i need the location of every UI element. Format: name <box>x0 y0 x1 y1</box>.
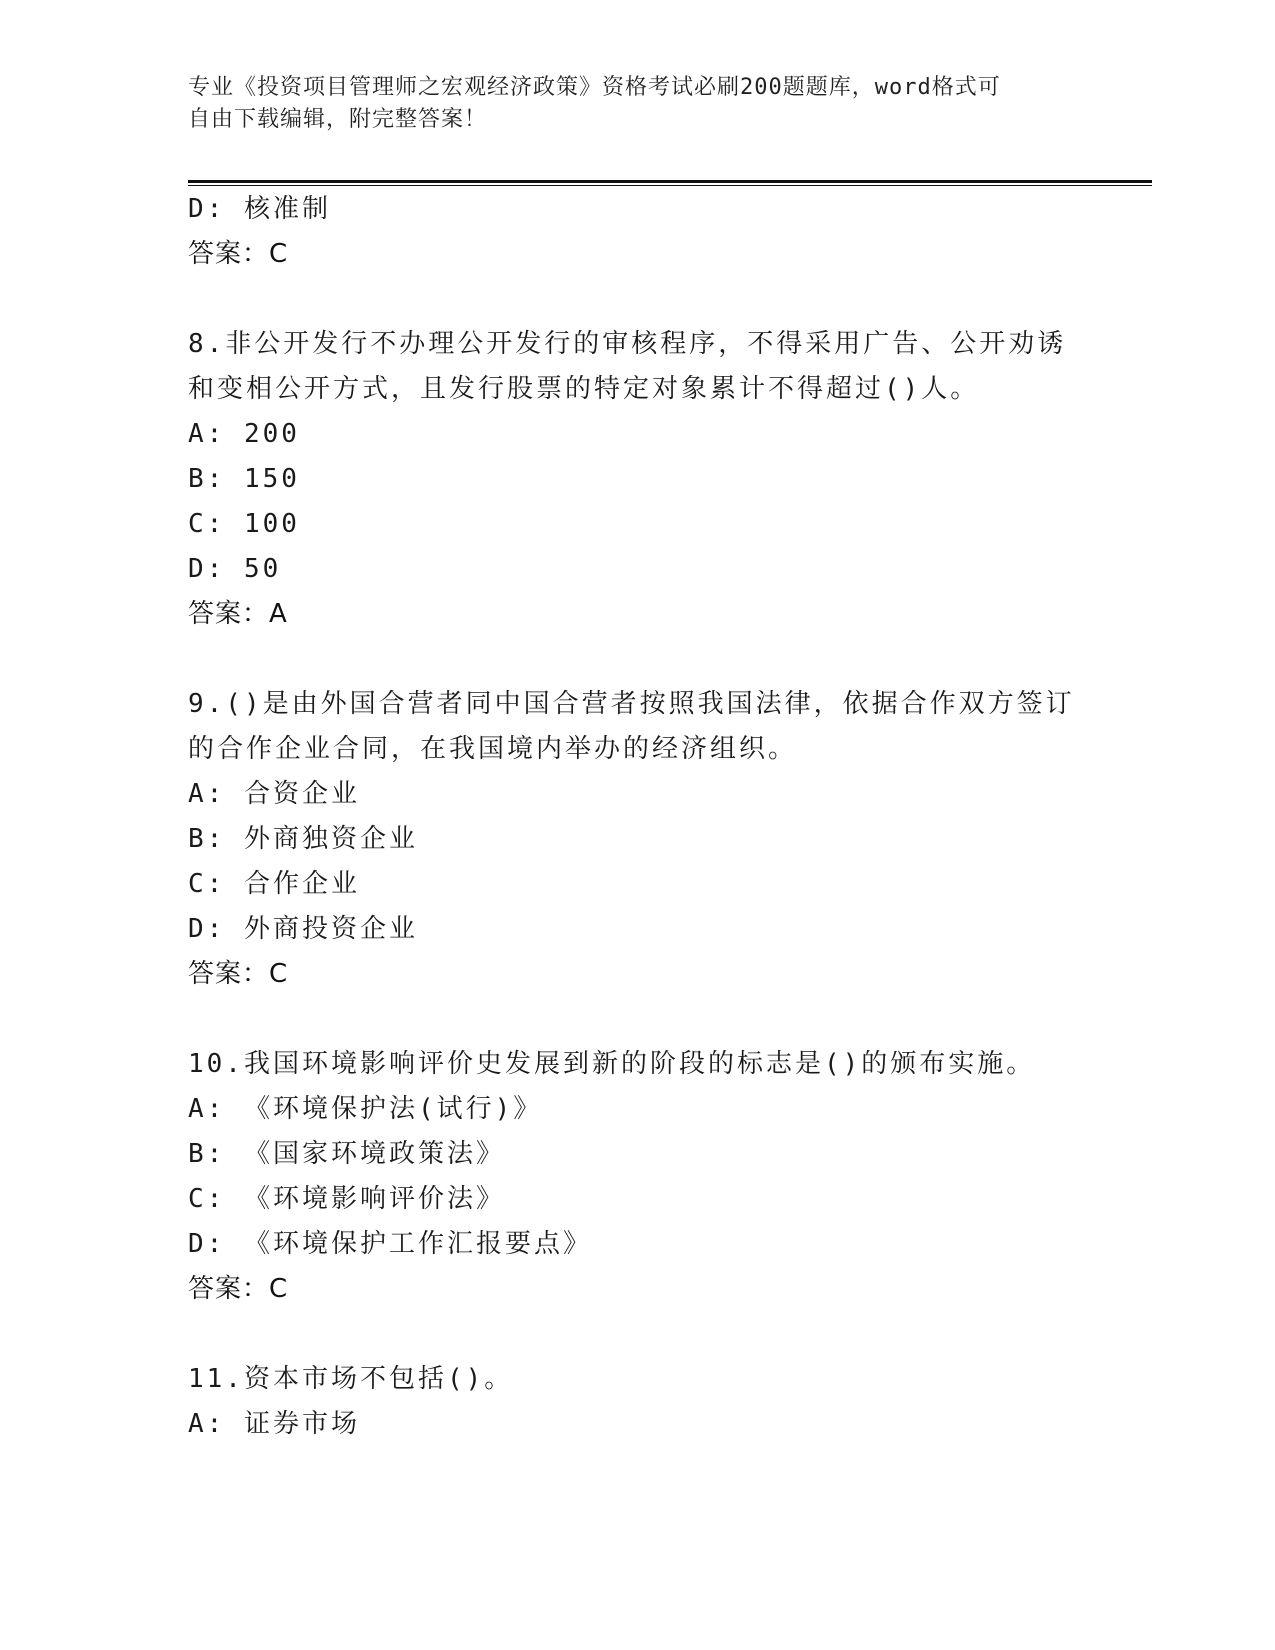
q8-stem-line-2: 和变相公开方式，且发行股票的特定对象累计不得超过()人。 <box>188 374 980 404</box>
q10-option-d: D: 《环境保护工作汇报要点》 <box>188 1229 592 1259</box>
q8-option-a: A: 200 <box>188 419 300 449</box>
q8-option-b: B: 150 <box>188 464 300 494</box>
header-divider-thin <box>188 185 1152 186</box>
q9-stem-line-2: 的合作企业合同，在我国境内举办的经济组织。 <box>188 734 798 764</box>
q9-option-b: B: 外商独资企业 <box>188 824 418 854</box>
document-header <box>188 72 1068 136</box>
q8-answer: 答案：A <box>188 599 288 629</box>
q10-option-b: B: 《国家环境政策法》 <box>188 1139 505 1169</box>
q11-option-a: A: 证券市场 <box>188 1409 360 1439</box>
q9-option-d: D: 外商投资企业 <box>188 914 418 944</box>
q11-stem-line-1: 11.资本市场不包括()。 <box>188 1364 514 1394</box>
q8-stem-line-1: 8.非公开发行不办理公开发行的审核程序，不得采用广告、公开劝诱 <box>188 329 1067 359</box>
q10-stem-line-1: 10.我国环境影响评价史发展到新的阶段的标志是()的颁布实施。 <box>188 1049 1036 1079</box>
header-line-2: 自由下载编辑，附完整答案！ <box>188 107 488 132</box>
header-divider-thick <box>188 180 1152 183</box>
q10-answer: 答案：C <box>188 1274 289 1304</box>
q9-option-c: C: 合作企业 <box>188 869 360 899</box>
q10-option-a: A: 《环境保护法(试行)》 <box>188 1094 543 1124</box>
q10-option-c: C: 《环境影响评价法》 <box>188 1184 505 1214</box>
q8-option-d: D: 50 <box>188 554 282 584</box>
q7-option-d: D: 核准制 <box>188 194 331 224</box>
q8-option-c: C: 100 <box>188 509 300 539</box>
q9-answer: 答案：C <box>188 959 289 989</box>
q9-stem-line-1: 9.()是由外国合营者同中国合营者按照我国法律，依据合作双方签订 <box>188 689 1075 719</box>
q7-answer: 答案：C <box>188 239 289 269</box>
q9-option-a: A: 合资企业 <box>188 779 360 809</box>
header-line-1: 专业《投资项目管理师之宏观经济政策》资格考试必刷200题题库，word格式可 <box>188 75 1001 100</box>
